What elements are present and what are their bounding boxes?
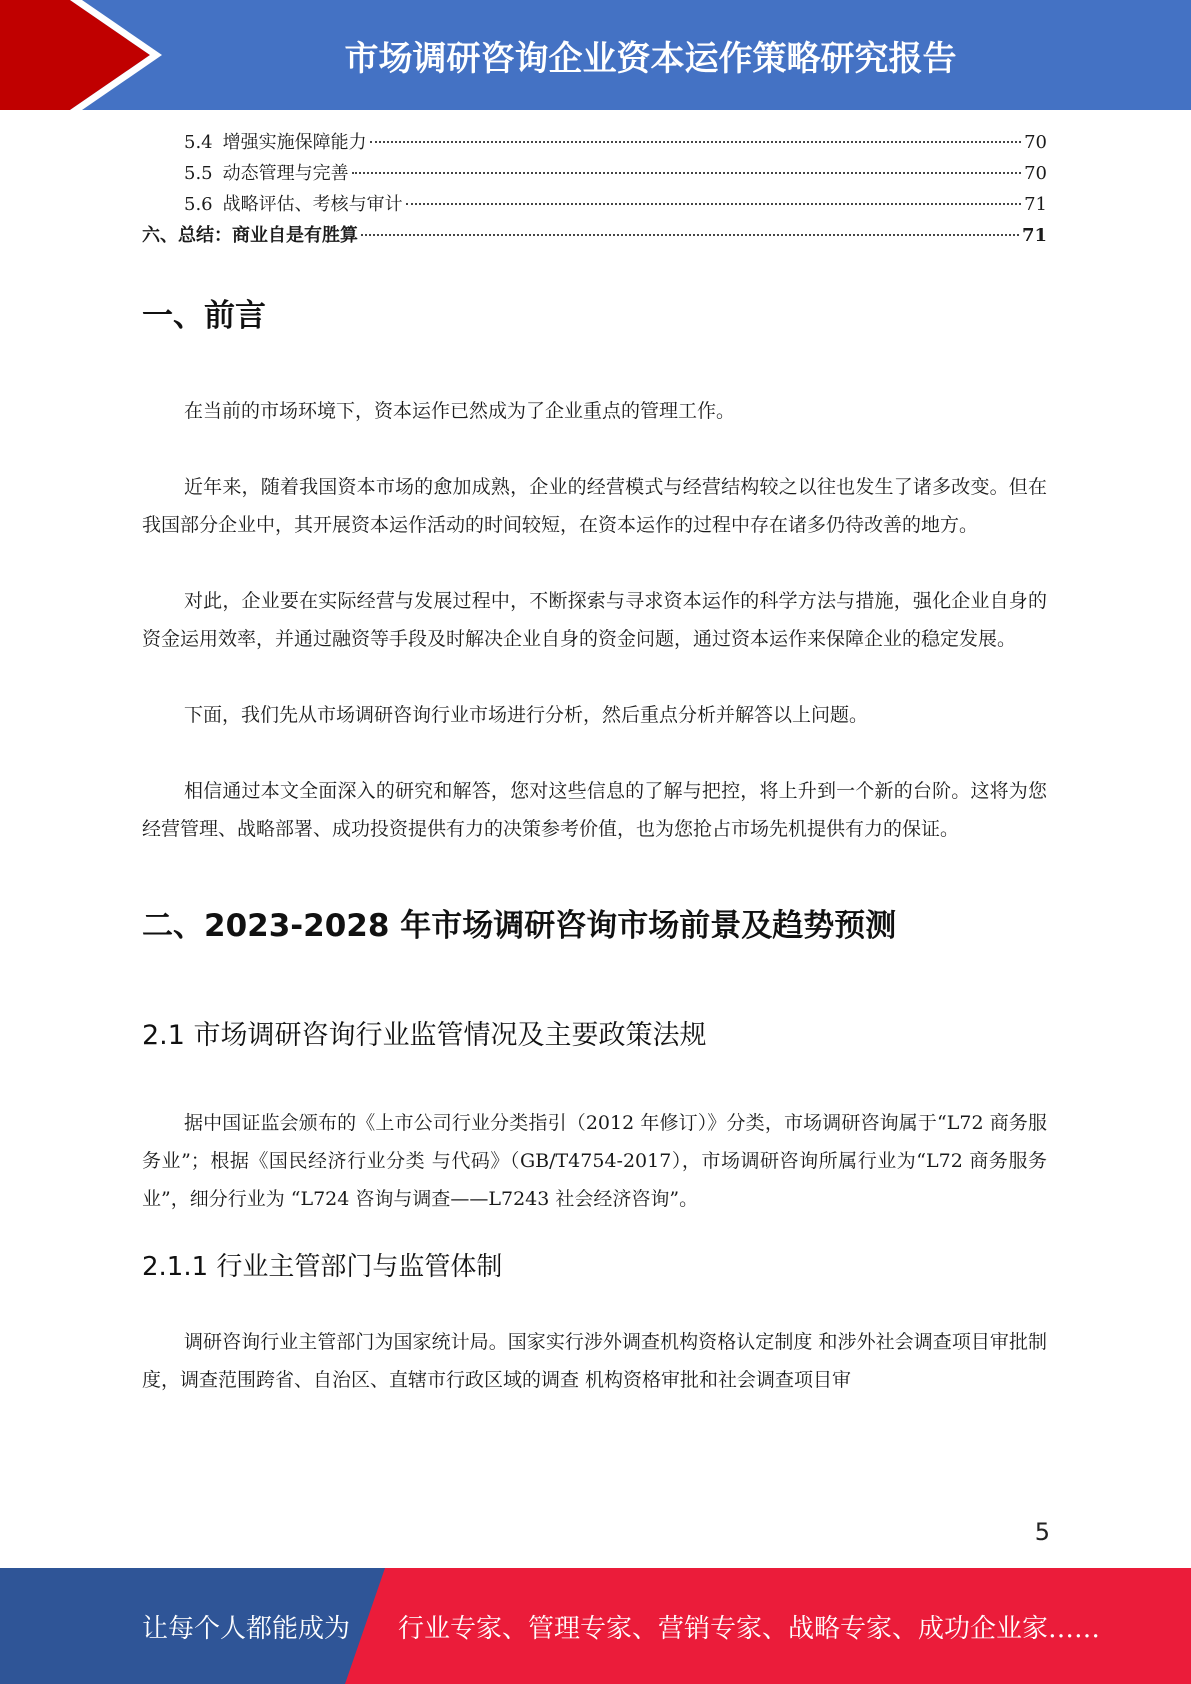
report-title: 市场调研咨询企业资本运作策略研究报告	[344, 38, 957, 79]
toc-entry-label: 战略评估、考核与审计	[222, 194, 403, 215]
paragraph: 近年来，随着我国资本市场的愈加成熟，企业的经营模式与经营结构较之以往也发生了诸多改变。但在我国部分企业中，其开展资本运作活动的时间较短，在资本运作的过程中存在诸多仍待改善的地方。	[142, 476, 1047, 536]
toc-entry-label: 六、总结：商业自是有胜算	[142, 225, 358, 246]
toc-leader-dots	[352, 172, 1021, 174]
subsection-heading-authority: 2.1.1 行业主管部门与监管体制	[142, 1252, 503, 1282]
page-footer	[0, 1568, 1191, 1684]
toc-entry-number: 5.6	[184, 194, 213, 215]
toc-entry-page: 71	[1021, 225, 1047, 246]
toc-entry[interactable]	[142, 190, 1047, 221]
toc-leader-dots	[370, 141, 1021, 143]
section-heading-forecast: 二、2023-2028 年市场调研咨询市场前景及趋势预测	[142, 908, 897, 944]
toc-entry-page: 70	[1024, 132, 1047, 153]
paragraph: 在当前的市场环境下，资本运作已然成为了企业重点的管理工作。	[184, 400, 736, 422]
table-of-contents	[142, 128, 1047, 252]
paragraph: 下面，我们先从市场调研咨询行业市场进行分析，然后重点分析并解答以上问题。	[184, 704, 869, 726]
toc-entry[interactable]	[142, 128, 1047, 159]
paragraph: 对此，企业要在实际经营与发展过程中，不断探索与寻求资本运作的科学方法与措施，强化企业自身的资金运用效率，并通过融资等手段及时解决企业自身的资金问题，通过资本运作来保障企业的稳定发展。	[142, 590, 1047, 650]
toc-entry-label: 增强实施保障能力	[222, 132, 367, 153]
footer-slogan-right: 行业专家、管理专家、营销专家、战略专家、成功企业家……	[398, 1613, 1101, 1644]
paragraph: 相信通过本文全面深入的研究和解答，您对这些信息的了解与把控，将上升到一个新的台阶。这将为您经营管理、战略部署、成功投资提供有力的决策参考价值，也为您抢占市场先机提供有力的保证。	[142, 780, 1047, 840]
section-heading-preface: 一、前言	[142, 298, 266, 334]
page-header	[0, 0, 1191, 110]
page-number: 5	[1034, 1518, 1050, 1546]
toc-entry-chapter[interactable]	[142, 221, 1047, 252]
toc-entry-page: 70	[1024, 163, 1047, 184]
footer-slogan-left: 让每个人都能成为	[142, 1613, 351, 1644]
paragraph: 调研咨询行业主管部门为国家统计局。国家实行涉外调查机构资格认定制度 和涉外社会调查项目审批制度，调查范围跨省、自治区、直辖市行政区域的调查 机构资格审批和社会调查项目审	[142, 1331, 1047, 1391]
toc-leader-dots	[406, 203, 1021, 205]
subsection-heading-regulation: 2.1 市场调研咨询行业监管情况及主要政策法规	[142, 1020, 707, 1051]
toc-entry-number: 5.4	[184, 132, 213, 153]
document-body	[142, 290, 1047, 1399]
toc-entry-page: 71	[1024, 194, 1047, 215]
toc-entry[interactable]	[142, 159, 1047, 190]
toc-entry-label: 动态管理与完善	[222, 163, 349, 184]
toc-entry-number: 5.5	[184, 163, 213, 184]
paragraph: 据中国证监会颁布的《上市公司行业分类指引（2012 年修订）》分类，市场调研咨询属于“L72 商务服务业”；根据《国民经济行业分类 与代码》（GB/T4754-2017），市场调研咨询所属行业为“L72 商务服务业”，细分行业为 “L724 咨询与调查——L7243 社会经济咨询”。	[142, 1112, 1047, 1210]
toc-leader-dots	[361, 234, 1019, 236]
